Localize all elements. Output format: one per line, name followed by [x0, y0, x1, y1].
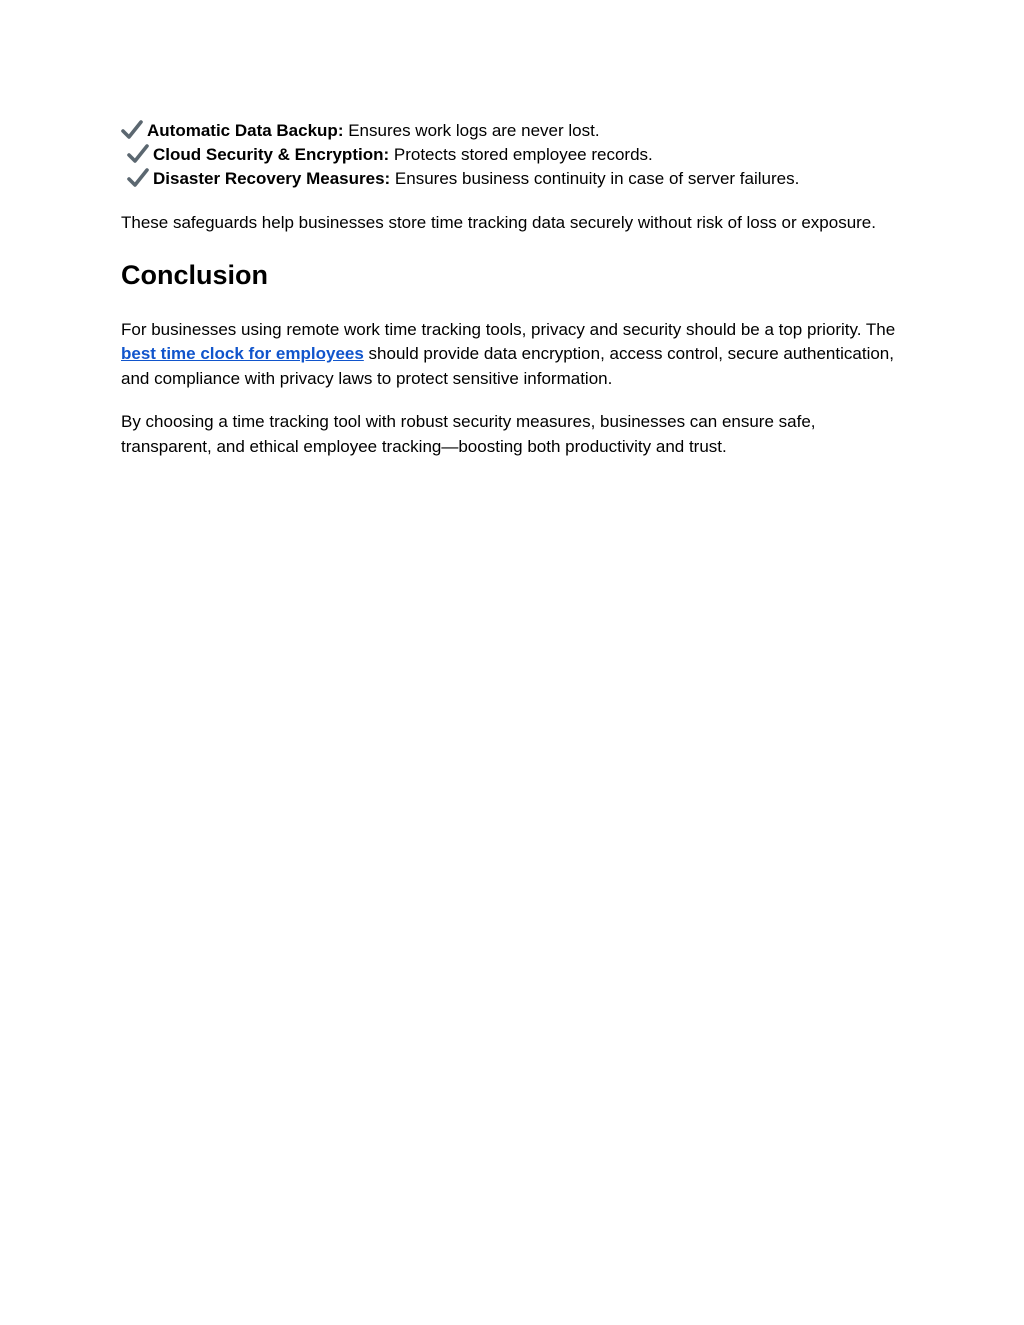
check-mark-icon: [127, 144, 149, 164]
final-paragraph: By choosing a time tracking tool with robust security measures, businesses can ensure safe, transparent, and ethical employee tracking—boosting both productivity and trust.: [121, 412, 816, 456]
conclusion-text-before-link: For businesses using remote work time tracking tools, privacy and security should be a top priority. The: [121, 319, 896, 339]
conclusion-text-after-link: should provide data encryption, access control, secure authentication, and compliance with privacy laws to protect sensitive information.: [121, 344, 894, 388]
best-time-clock-link[interactable]: best time clock for employees: [121, 344, 364, 363]
checklist-item-recovery: [121, 167, 901, 191]
safeguards-paragraph: These safeguards help businesses store time tracking data securely without risk of loss or exposure.: [121, 213, 876, 232]
checklist-item-text: Ensures business continuity in case of server failures.: [390, 169, 800, 188]
checklist-item-title: Disaster Recovery Measures:: [153, 169, 391, 188]
checklist-item-title: Automatic Data Backup:: [147, 121, 344, 140]
document-page: [121, 119, 901, 459]
checklist-item-text: Ensures work logs are never lost.: [343, 121, 600, 140]
conclusion-paragraph: [121, 318, 901, 392]
conclusion-heading: Conclusion: [121, 259, 268, 290]
checklist-item-title: Cloud Security & Encryption:: [153, 145, 390, 164]
checklist-item-backup: [121, 119, 901, 143]
checklist-item-text: Protects stored employee records.: [389, 145, 653, 164]
check-mark-icon: [121, 120, 143, 140]
check-mark-icon: [127, 168, 149, 188]
checklist-item-security: [121, 143, 901, 167]
